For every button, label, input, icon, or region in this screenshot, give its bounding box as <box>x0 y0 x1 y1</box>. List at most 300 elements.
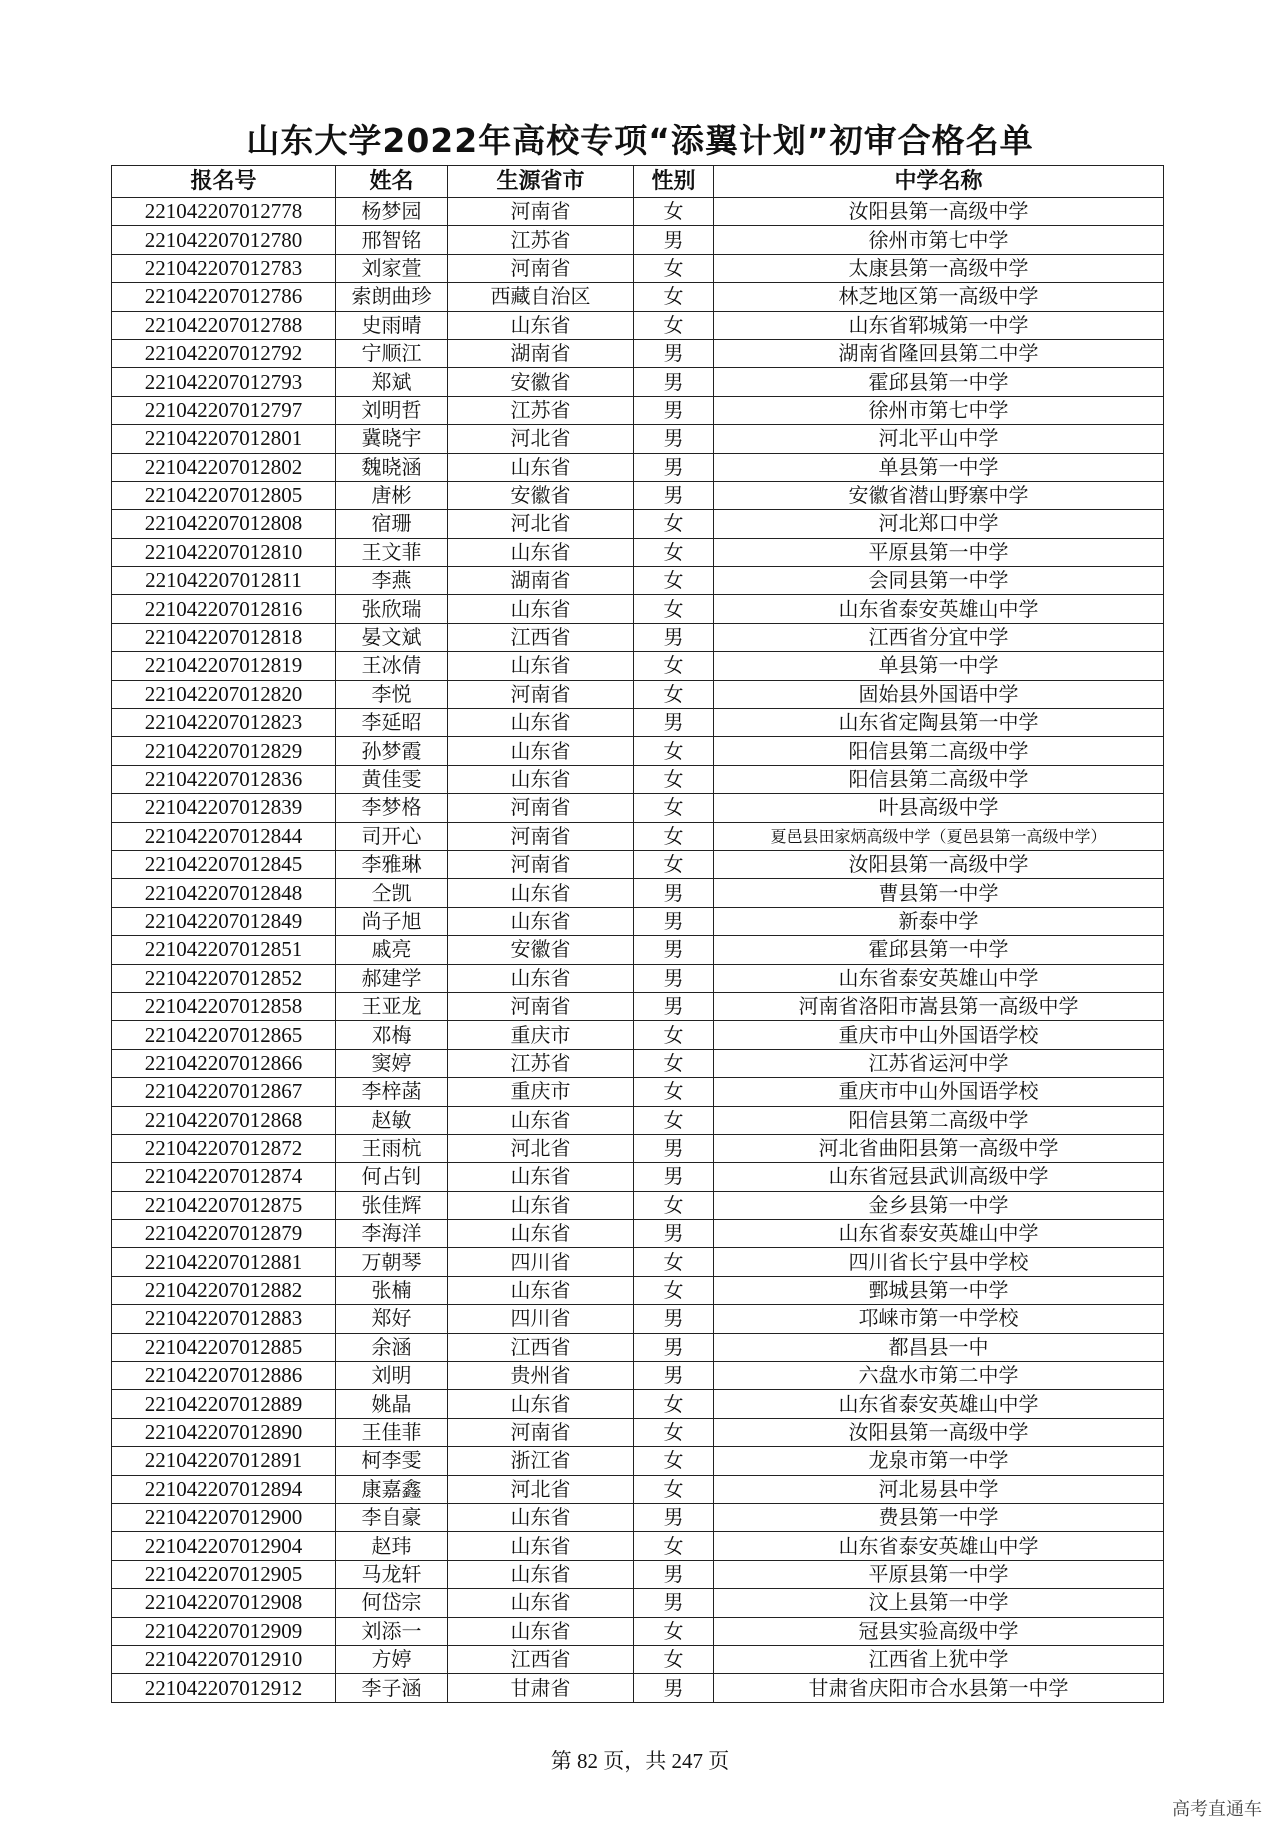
table-row <box>112 992 1164 1020</box>
table-row <box>112 1134 1164 1162</box>
cell-registration-number: 221042207012818 <box>112 623 336 651</box>
cell-gender: 女 <box>634 652 714 680</box>
cell-school: 太康县第一高级中学 <box>714 254 1164 282</box>
cell-province: 山东省 <box>448 1276 634 1304</box>
cell-gender: 男 <box>634 709 714 737</box>
cell-name: 窦婷 <box>336 1049 448 1077</box>
cell-gender: 男 <box>634 481 714 509</box>
table-row <box>112 1191 1164 1219</box>
cell-name: 李雅琳 <box>336 850 448 878</box>
cell-name: 郑斌 <box>336 368 448 396</box>
cell-registration-number: 221042207012819 <box>112 652 336 680</box>
cell-province: 江苏省 <box>448 226 634 254</box>
header-province: 生源省市 <box>448 166 634 198</box>
cell-gender: 女 <box>634 198 714 226</box>
cell-name: 李梦格 <box>336 794 448 822</box>
cell-registration-number: 221042207012875 <box>112 1191 336 1219</box>
cell-registration-number: 221042207012844 <box>112 822 336 850</box>
cell-registration-number: 221042207012788 <box>112 311 336 339</box>
cell-registration-number: 221042207012823 <box>112 709 336 737</box>
cell-province: 山东省 <box>448 964 634 992</box>
cell-school: 重庆市中山外国语学校 <box>714 1021 1164 1049</box>
cell-gender: 男 <box>634 1560 714 1588</box>
cell-registration-number: 221042207012874 <box>112 1163 336 1191</box>
cell-gender: 女 <box>634 850 714 878</box>
cell-name: 张佳辉 <box>336 1191 448 1219</box>
cell-school: 六盘水市第二中学 <box>714 1362 1164 1390</box>
cell-province: 山东省 <box>448 907 634 935</box>
cell-gender: 男 <box>634 907 714 935</box>
cell-province: 湖南省 <box>448 339 634 367</box>
cell-name: 郑好 <box>336 1305 448 1333</box>
cell-province: 河北省 <box>448 1475 634 1503</box>
cell-school: 林芝地区第一高级中学 <box>714 283 1164 311</box>
cell-province: 河南省 <box>448 992 634 1020</box>
cell-registration-number: 221042207012891 <box>112 1447 336 1475</box>
header-school: 中学名称 <box>714 166 1164 198</box>
cell-gender: 男 <box>634 1674 714 1702</box>
cell-registration-number: 221042207012849 <box>112 907 336 935</box>
cell-registration-number: 221042207012780 <box>112 226 336 254</box>
cell-gender: 女 <box>634 1078 714 1106</box>
cell-gender: 女 <box>634 680 714 708</box>
cell-province: 山东省 <box>448 765 634 793</box>
cell-gender: 女 <box>634 1049 714 1077</box>
cell-registration-number: 221042207012783 <box>112 254 336 282</box>
cell-name: 方婷 <box>336 1645 448 1673</box>
cell-name: 冀晓宇 <box>336 425 448 453</box>
cell-registration-number: 221042207012872 <box>112 1134 336 1162</box>
cell-registration-number: 221042207012802 <box>112 453 336 481</box>
cell-name: 李梓菡 <box>336 1078 448 1106</box>
cell-gender: 男 <box>634 425 714 453</box>
cell-school: 汝阳县第一高级中学 <box>714 198 1164 226</box>
cell-registration-number: 221042207012909 <box>112 1617 336 1645</box>
cell-name: 司开心 <box>336 822 448 850</box>
cell-province: 山东省 <box>448 879 634 907</box>
table-row <box>112 907 1164 935</box>
cell-province: 山东省 <box>448 1589 634 1617</box>
cell-gender: 男 <box>634 623 714 651</box>
cell-gender: 男 <box>634 396 714 424</box>
cell-gender: 男 <box>634 964 714 992</box>
cell-school: 霍邱县第一中学 <box>714 936 1164 964</box>
cell-gender: 女 <box>634 538 714 566</box>
cell-registration-number: 221042207012848 <box>112 879 336 907</box>
cell-registration-number: 221042207012805 <box>112 481 336 509</box>
table-row <box>112 226 1164 254</box>
cell-school: 安徽省潜山野寨中学 <box>714 481 1164 509</box>
cell-school: 阳信县第二高级中学 <box>714 1106 1164 1134</box>
table-row <box>112 850 1164 878</box>
cell-school: 山东省泰安英雄山中学 <box>714 595 1164 623</box>
cell-gender: 女 <box>634 510 714 538</box>
cell-registration-number: 221042207012811 <box>112 567 336 595</box>
cell-gender: 男 <box>634 1163 714 1191</box>
cell-registration-number: 221042207012890 <box>112 1418 336 1446</box>
cell-registration-number: 221042207012879 <box>112 1220 336 1248</box>
table-row <box>112 1418 1164 1446</box>
cell-registration-number: 221042207012865 <box>112 1021 336 1049</box>
cell-name: 刘明 <box>336 1362 448 1390</box>
cell-province: 河北省 <box>448 1134 634 1162</box>
cell-province: 山东省 <box>448 1163 634 1191</box>
cell-school: 曹县第一中学 <box>714 879 1164 907</box>
table-row <box>112 510 1164 538</box>
cell-gender: 男 <box>634 1305 714 1333</box>
cell-registration-number: 221042207012793 <box>112 368 336 396</box>
cell-registration-number: 221042207012836 <box>112 765 336 793</box>
cell-province: 山东省 <box>448 595 634 623</box>
header-gender: 性别 <box>634 166 714 198</box>
cell-school: 山东省泰安英雄山中学 <box>714 1220 1164 1248</box>
table-row <box>112 1333 1164 1361</box>
cell-gender: 女 <box>634 311 714 339</box>
cell-name: 尚子旭 <box>336 907 448 935</box>
table-row <box>112 964 1164 992</box>
table-row <box>112 425 1164 453</box>
cell-name: 李悦 <box>336 680 448 708</box>
table-row <box>112 680 1164 708</box>
cell-gender: 女 <box>634 1021 714 1049</box>
cell-province: 江西省 <box>448 623 634 651</box>
cell-registration-number: 221042207012912 <box>112 1674 336 1702</box>
cell-gender: 女 <box>634 1645 714 1673</box>
cell-province: 河南省 <box>448 1418 634 1446</box>
cell-name: 王佳菲 <box>336 1418 448 1446</box>
cell-school: 河南省洛阳市嵩县第一高级中学 <box>714 992 1164 1020</box>
table-row <box>112 396 1164 424</box>
page-footer: 第 82 页，共 247 页 <box>550 1749 730 1773</box>
table-row <box>112 453 1164 481</box>
cell-province: 山东省 <box>448 311 634 339</box>
cell-name: 李延昭 <box>336 709 448 737</box>
cell-name: 王亚龙 <box>336 992 448 1020</box>
cell-name: 王雨杭 <box>336 1134 448 1162</box>
cell-school: 阳信县第二高级中学 <box>714 737 1164 765</box>
cell-school: 都昌县一中 <box>714 1333 1164 1361</box>
table-row <box>112 481 1164 509</box>
table-row <box>112 1163 1164 1191</box>
cell-province: 河北省 <box>448 425 634 453</box>
table-row <box>112 283 1164 311</box>
cell-province: 安徽省 <box>448 481 634 509</box>
table-row <box>112 1390 1164 1418</box>
cell-name: 柯李雯 <box>336 1447 448 1475</box>
cell-name: 李燕 <box>336 567 448 595</box>
cell-school: 重庆市中山外国语学校 <box>714 1078 1164 1106</box>
cell-school: 甘肃省庆阳市合水县第一中学 <box>714 1674 1164 1702</box>
cell-school: 霍邱县第一中学 <box>714 368 1164 396</box>
table-row <box>112 936 1164 964</box>
cell-registration-number: 221042207012900 <box>112 1503 336 1531</box>
table-row <box>112 311 1164 339</box>
cell-school: 山东省泰安英雄山中学 <box>714 964 1164 992</box>
cell-gender: 男 <box>634 936 714 964</box>
cell-school: 叶县高级中学 <box>714 794 1164 822</box>
table-row <box>112 567 1164 595</box>
cell-gender: 女 <box>634 283 714 311</box>
cell-province: 山东省 <box>448 1532 634 1560</box>
cell-registration-number: 221042207012905 <box>112 1560 336 1588</box>
cell-name: 姚晶 <box>336 1390 448 1418</box>
cell-name: 索朗曲珍 <box>336 283 448 311</box>
cell-gender: 女 <box>634 1191 714 1219</box>
cell-school: 阳信县第二高级中学 <box>714 765 1164 793</box>
cell-registration-number: 221042207012820 <box>112 680 336 708</box>
document-title: 山东大学2022年高校专项“添翼计划”初审合格名单 <box>246 121 1034 160</box>
cell-registration-number: 221042207012910 <box>112 1645 336 1673</box>
cell-school: 固始县外国语中学 <box>714 680 1164 708</box>
cell-registration-number: 221042207012786 <box>112 283 336 311</box>
table-row <box>112 1276 1164 1304</box>
cell-name: 邓梅 <box>336 1021 448 1049</box>
cell-province: 浙江省 <box>448 1447 634 1475</box>
table-header-row <box>112 166 1164 198</box>
table-row <box>112 765 1164 793</box>
cell-school: 费县第一中学 <box>714 1503 1164 1531</box>
cell-registration-number: 221042207012839 <box>112 794 336 822</box>
cell-gender: 女 <box>634 765 714 793</box>
cell-gender: 女 <box>634 1106 714 1134</box>
cell-name: 杨梦园 <box>336 198 448 226</box>
cell-gender: 男 <box>634 1589 714 1617</box>
cell-registration-number: 221042207012889 <box>112 1390 336 1418</box>
cell-gender: 女 <box>634 1248 714 1276</box>
cell-province: 山东省 <box>448 652 634 680</box>
cell-name: 李自豪 <box>336 1503 448 1531</box>
cell-school: 平原县第一中学 <box>714 1560 1164 1588</box>
table-row <box>112 1049 1164 1077</box>
cell-registration-number: 221042207012808 <box>112 510 336 538</box>
table-row <box>112 1248 1164 1276</box>
cell-province: 甘肃省 <box>448 1674 634 1702</box>
cell-name: 何占钊 <box>336 1163 448 1191</box>
cell-province: 重庆市 <box>448 1021 634 1049</box>
table-row <box>112 1532 1164 1560</box>
cell-school: 徐州市第七中学 <box>714 396 1164 424</box>
cell-registration-number: 221042207012792 <box>112 339 336 367</box>
table-row <box>112 1645 1164 1673</box>
cell-province: 四川省 <box>448 1305 634 1333</box>
cell-province: 江苏省 <box>448 396 634 424</box>
table-row <box>112 595 1164 623</box>
cell-gender: 女 <box>634 1475 714 1503</box>
cell-school: 河北易县中学 <box>714 1475 1164 1503</box>
cell-province: 山东省 <box>448 1390 634 1418</box>
cell-name: 李海洋 <box>336 1220 448 1248</box>
table-row <box>112 652 1164 680</box>
cell-gender: 男 <box>634 368 714 396</box>
cell-registration-number: 221042207012851 <box>112 936 336 964</box>
table-row <box>112 198 1164 226</box>
cell-province: 山东省 <box>448 538 634 566</box>
cell-gender: 女 <box>634 567 714 595</box>
cell-school: 山东省冠县武训高级中学 <box>714 1163 1164 1191</box>
table-row <box>112 1362 1164 1390</box>
cell-registration-number: 221042207012881 <box>112 1248 336 1276</box>
cell-school: 金乡县第一中学 <box>714 1191 1164 1219</box>
table-body <box>112 198 1164 1703</box>
table-row <box>112 1447 1164 1475</box>
header-registration-number: 报名号 <box>112 166 336 198</box>
cell-province: 河南省 <box>448 822 634 850</box>
cell-province: 安徽省 <box>448 936 634 964</box>
table-row <box>112 368 1164 396</box>
cell-name: 宁顺江 <box>336 339 448 367</box>
cell-name: 刘家萱 <box>336 254 448 282</box>
cell-province: 河南省 <box>448 198 634 226</box>
cell-registration-number: 221042207012816 <box>112 595 336 623</box>
cell-school: 新泰中学 <box>714 907 1164 935</box>
table-row <box>112 1503 1164 1531</box>
cell-school: 江西省分宜中学 <box>714 623 1164 651</box>
cell-school: 山东省泰安英雄山中学 <box>714 1532 1164 1560</box>
cell-school: 单县第一中学 <box>714 652 1164 680</box>
cell-province: 安徽省 <box>448 368 634 396</box>
cell-province: 河南省 <box>448 794 634 822</box>
cell-gender: 女 <box>634 254 714 282</box>
cell-province: 山东省 <box>448 453 634 481</box>
cell-school: 河北平山中学 <box>714 425 1164 453</box>
cell-province: 山东省 <box>448 1560 634 1588</box>
table-row <box>112 623 1164 651</box>
cell-school: 会同县第一中学 <box>714 567 1164 595</box>
table-row <box>112 1674 1164 1702</box>
cell-school: 单县第一中学 <box>714 453 1164 481</box>
cell-registration-number: 221042207012810 <box>112 538 336 566</box>
cell-registration-number: 221042207012867 <box>112 1078 336 1106</box>
cell-gender: 女 <box>634 1390 714 1418</box>
cell-name: 王文菲 <box>336 538 448 566</box>
cell-name: 邢智铭 <box>336 226 448 254</box>
cell-province: 贵州省 <box>448 1362 634 1390</box>
cell-name: 魏晓涵 <box>336 453 448 481</box>
cell-gender: 男 <box>634 879 714 907</box>
cell-province: 江苏省 <box>448 1049 634 1077</box>
cell-registration-number: 221042207012852 <box>112 964 336 992</box>
table-row <box>112 1106 1164 1134</box>
cell-school: 龙泉市第一中学 <box>714 1447 1164 1475</box>
cell-registration-number: 221042207012829 <box>112 737 336 765</box>
cell-province: 重庆市 <box>448 1078 634 1106</box>
cell-school: 河北省曲阳县第一高级中学 <box>714 1134 1164 1162</box>
cell-school: 汶上县第一中学 <box>714 1589 1164 1617</box>
cell-province: 山东省 <box>448 1220 634 1248</box>
table-row <box>112 709 1164 737</box>
cell-gender: 女 <box>634 1447 714 1475</box>
table-row <box>112 794 1164 822</box>
cell-province: 四川省 <box>448 1248 634 1276</box>
cell-name: 郝建学 <box>336 964 448 992</box>
cell-school: 汝阳县第一高级中学 <box>714 850 1164 878</box>
cell-registration-number: 221042207012885 <box>112 1333 336 1361</box>
cell-gender: 男 <box>634 226 714 254</box>
cell-school: 邛崃市第一中学校 <box>714 1305 1164 1333</box>
cell-name: 万朝琴 <box>336 1248 448 1276</box>
cell-province: 山东省 <box>448 1191 634 1219</box>
cell-name: 宿珊 <box>336 510 448 538</box>
cell-gender: 男 <box>634 339 714 367</box>
cell-registration-number: 221042207012797 <box>112 396 336 424</box>
table-row <box>112 1021 1164 1049</box>
cell-school: 江西省上犹中学 <box>714 1645 1164 1673</box>
cell-name: 唐彬 <box>336 481 448 509</box>
table-row <box>112 1589 1164 1617</box>
admission-list-table <box>111 165 1164 1703</box>
cell-name: 张欣瑞 <box>336 595 448 623</box>
table-row <box>112 1475 1164 1503</box>
cell-gender: 男 <box>634 1333 714 1361</box>
cell-name: 赵敏 <box>336 1106 448 1134</box>
cell-gender: 男 <box>634 992 714 1020</box>
cell-province: 河北省 <box>448 510 634 538</box>
cell-province: 江西省 <box>448 1333 634 1361</box>
cell-school: 山东省泰安英雄山中学 <box>714 1390 1164 1418</box>
cell-province: 湖南省 <box>448 567 634 595</box>
cell-gender: 男 <box>634 453 714 481</box>
header-name: 姓名 <box>336 166 448 198</box>
cell-registration-number: 221042207012868 <box>112 1106 336 1134</box>
cell-name: 何岱宗 <box>336 1589 448 1617</box>
cell-school: 山东省郓城第一中学 <box>714 311 1164 339</box>
cell-gender: 女 <box>634 595 714 623</box>
cell-province: 山东省 <box>448 737 634 765</box>
cell-province: 江西省 <box>448 1645 634 1673</box>
cell-school: 夏邑县田家炳高级中学（夏邑县第一高级中学） <box>714 822 1164 850</box>
cell-province: 河南省 <box>448 254 634 282</box>
table-row <box>112 339 1164 367</box>
table-row <box>112 254 1164 282</box>
cell-school: 山东省定陶县第一中学 <box>714 709 1164 737</box>
cell-name: 孙梦霞 <box>336 737 448 765</box>
cell-school: 鄄城县第一中学 <box>714 1276 1164 1304</box>
cell-name: 李子涵 <box>336 1674 448 1702</box>
cell-name: 康嘉鑫 <box>336 1475 448 1503</box>
watermark: 高考直通车 <box>1172 1799 1262 1820</box>
cell-registration-number: 221042207012908 <box>112 1589 336 1617</box>
cell-name: 余涵 <box>336 1333 448 1361</box>
table-row <box>112 822 1164 850</box>
cell-gender: 女 <box>634 794 714 822</box>
cell-school: 徐州市第七中学 <box>714 226 1164 254</box>
cell-gender: 男 <box>634 1362 714 1390</box>
cell-gender: 女 <box>634 822 714 850</box>
table-row <box>112 538 1164 566</box>
table-row <box>112 1078 1164 1106</box>
cell-name: 仝凯 <box>336 879 448 907</box>
cell-registration-number: 221042207012886 <box>112 1362 336 1390</box>
table-row <box>112 737 1164 765</box>
cell-registration-number: 221042207012801 <box>112 425 336 453</box>
cell-province: 山东省 <box>448 1106 634 1134</box>
cell-name: 史雨晴 <box>336 311 448 339</box>
cell-school: 湖南省隆回县第二中学 <box>714 339 1164 367</box>
cell-gender: 女 <box>634 1418 714 1446</box>
cell-registration-number: 221042207012845 <box>112 850 336 878</box>
cell-gender: 男 <box>634 1220 714 1248</box>
cell-gender: 女 <box>634 1532 714 1560</box>
cell-name: 刘明哲 <box>336 396 448 424</box>
cell-registration-number: 221042207012778 <box>112 198 336 226</box>
cell-registration-number: 221042207012894 <box>112 1475 336 1503</box>
cell-gender: 女 <box>634 737 714 765</box>
cell-name: 刘添一 <box>336 1617 448 1645</box>
cell-gender: 男 <box>634 1134 714 1162</box>
table-row <box>112 1560 1164 1588</box>
cell-province: 河南省 <box>448 680 634 708</box>
cell-school: 河北郑口中学 <box>714 510 1164 538</box>
